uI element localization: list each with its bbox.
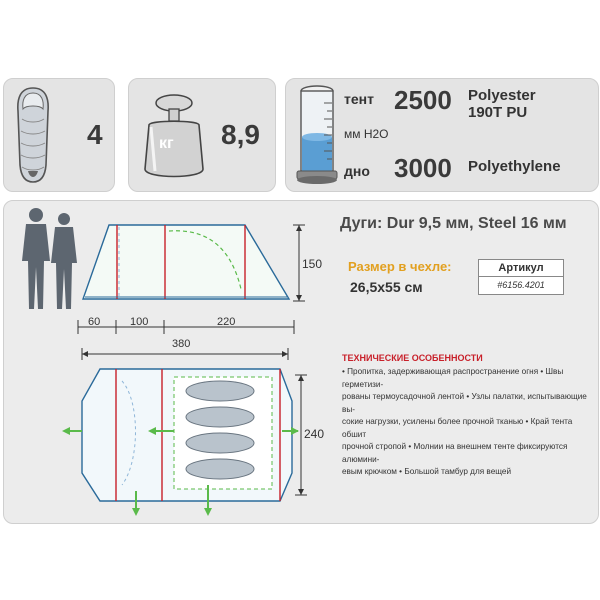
feature-line: евым крючком • Большой тамбур для вещей bbox=[342, 467, 512, 476]
total-length-dimension-line bbox=[80, 347, 290, 361]
weight-unit-label: кг bbox=[159, 135, 174, 152]
weight-value: 8,9 bbox=[221, 119, 260, 150]
article-box bbox=[478, 259, 564, 295]
floor-label: дно bbox=[344, 163, 370, 179]
segment-label-3: 220 bbox=[217, 316, 236, 328]
capacity-panel bbox=[3, 78, 115, 192]
segment-label-1: 60 bbox=[88, 316, 101, 328]
packed-size-value: 26,5х55 см bbox=[350, 279, 423, 295]
article-label: Артикул bbox=[479, 260, 563, 277]
tent-side-view-diagram bbox=[79, 219, 299, 309]
feature-line: рованы термоусадочной лентой • Узлы палатки, испытывающие вы- bbox=[342, 392, 587, 414]
floor-material: Polyethylene bbox=[468, 158, 561, 175]
features-block bbox=[342, 353, 592, 479]
total-length-label: 380 bbox=[172, 338, 191, 350]
width-label: 240 bbox=[304, 427, 325, 441]
tent-material-line2: 190T PU bbox=[468, 104, 528, 121]
people-silhouette-icon bbox=[14, 205, 84, 311]
poles-text: Дуги: Dur 9,5 мм, Steel 16 мм bbox=[340, 215, 567, 232]
weight-panel bbox=[128, 78, 276, 192]
tent-material-line1: Polyester bbox=[468, 87, 536, 104]
segment-label-2: 100 bbox=[130, 316, 149, 328]
features-title: ТЕХНИЧЕСКИЕ ОСОБЕННОСТИ bbox=[342, 353, 483, 363]
tent-waterproof-value: 2500 bbox=[394, 85, 452, 115]
feature-line: сокие нагрузки, усилены более прочной тканью • Край тента обшит bbox=[342, 417, 573, 439]
height-label: 150 bbox=[302, 257, 323, 271]
weight-icon bbox=[141, 87, 207, 183]
tent-label: тент bbox=[344, 91, 374, 107]
sleeping-bag-icon bbox=[12, 85, 54, 185]
details-panel bbox=[3, 200, 599, 524]
feature-line: прочной стропой • Молнии на внешнем тенте фиксируются алюмини- bbox=[342, 442, 568, 464]
packed-size-label: Размер в чехле: bbox=[348, 259, 452, 274]
capacity-value: 4 bbox=[87, 119, 103, 150]
floor-waterproof-value: 3000 bbox=[394, 153, 452, 183]
materials-panel bbox=[285, 78, 599, 192]
tent-floor-plan-diagram bbox=[52, 361, 300, 519]
measuring-cylinder-icon bbox=[294, 83, 340, 187]
segment-dimension-line bbox=[76, 317, 296, 337]
article-value: #6156.4201 bbox=[497, 280, 545, 290]
feature-line: • Пропитка, задерживающая распространение огня • Швы герметизи- bbox=[342, 367, 564, 389]
mm-h2o-label: мм H2O bbox=[344, 127, 389, 141]
